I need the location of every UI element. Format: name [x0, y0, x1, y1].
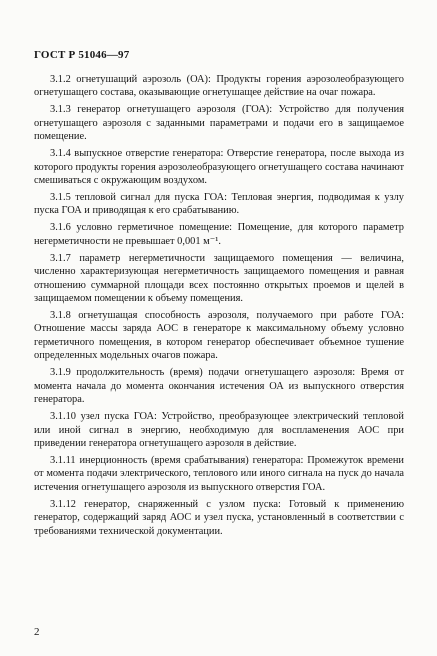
clause-number: 3.1.10: [50, 411, 76, 423]
clause-3-1-7: [34, 252, 404, 306]
clause-number: 3.1.3: [50, 104, 71, 116]
clause-3-1-6: [34, 221, 404, 248]
clause-text: узел пуска ГОА: Устройство, преобразующее электрический тепловой или иной сигнал в энергию, необходимую для воспламенения АОС при приведении генератора огнетушащего аэрозоля в действие.: [34, 411, 404, 449]
clause-3-1-5: [34, 191, 404, 218]
clause-3-1-2: [34, 73, 404, 100]
clause-number: 3.1.6: [50, 222, 71, 234]
document-body: [34, 73, 404, 542]
clause-number: 3.1.4: [50, 148, 71, 160]
clause-3-1-8: [34, 309, 404, 363]
clause-3-1-11: [34, 454, 404, 494]
clause-text: тепловой сигнал для пуска ГОА: Тепловая энергия, подводимая к узлу пуска ГОА и приводящая к его срабатыванию.: [34, 192, 404, 217]
clause-3-1-12: [34, 498, 404, 538]
clause-number: 3.1.11: [50, 454, 76, 466]
clause-text: условно герметичное помещение: Помещение, для которого параметр негерметичности не превышает 0,001 м⁻¹.: [34, 222, 404, 247]
clause-3-1-3: [34, 103, 404, 143]
clause-3-1-9: [34, 366, 404, 406]
clause-3-1-10: [34, 410, 404, 450]
clause-text: инерционность (время срабатывания) генератора: Промежуток времени от момента подачи электрического, теплового или иного сигнала на пуск до начала истечения огнетушащего аэрозоля из выпускного отверстия ГОА.: [34, 454, 404, 493]
clause-text: огнетушащая способность аэрозоля, получаемого при работе ГОА: Отношение массы заряда АОС в генераторе к максимальному объему условно герметичного помещения, в котором генератор обеспечивает объемное тушение определенных модельных очагов пожара.: [34, 310, 404, 362]
clause-text: огнетушащий аэрозоль (ОА): Продукты горения аэрозолеобразующего огнетушащего состава, оказывающие огнетушащее действие на очаг пожара.: [34, 74, 404, 99]
clause-text: генератор огнетушащего аэрозоля (ГОА): Устройство для получения огнетушащего аэрозоля с заданными параметрами и подачи его в защищаемое помещение.: [34, 104, 404, 143]
clause-number: 3.1.5: [50, 192, 71, 204]
clause-text: продолжительность (время) подачи огнетушащего аэрозоля: Время от момента начала до момента окончания истечения ОА из выпускного отверстия генератора.: [34, 367, 404, 406]
clause-text: генератор, снаряженный с узлом пуска: Готовый к применению генератор, содержащий заряд АОС и узел пуска, установленный в соответствии с требованиями технической документации.: [34, 498, 404, 537]
page-number: 2: [34, 626, 40, 638]
standard-header: ГОСТ Р 51046—97: [34, 49, 130, 61]
clause-3-1-4: [34, 147, 404, 187]
clause-number: 3.1.2: [50, 74, 71, 85]
clause-text: выпускное отверстие генератора: Отверстие генератора, после выхода из которого продукты горения аэрозолеобразующего огнетушащего состава начинают смешиваться с окружающим воздухом.: [34, 148, 404, 187]
clause-text: параметр негерметичности защищаемого помещения — величина, численно характеризующая негерметичность защищаемого помещения и равная отношению суммарной площади всех постоянно открытых проемов и щелей в защищаемом помещении к объему помещения.: [34, 252, 404, 305]
clause-number: 3.1.9: [50, 367, 71, 379]
clause-number: 3.1.7: [50, 252, 71, 264]
clause-number: 3.1.12: [50, 498, 76, 510]
clause-number: 3.1.8: [50, 310, 71, 322]
